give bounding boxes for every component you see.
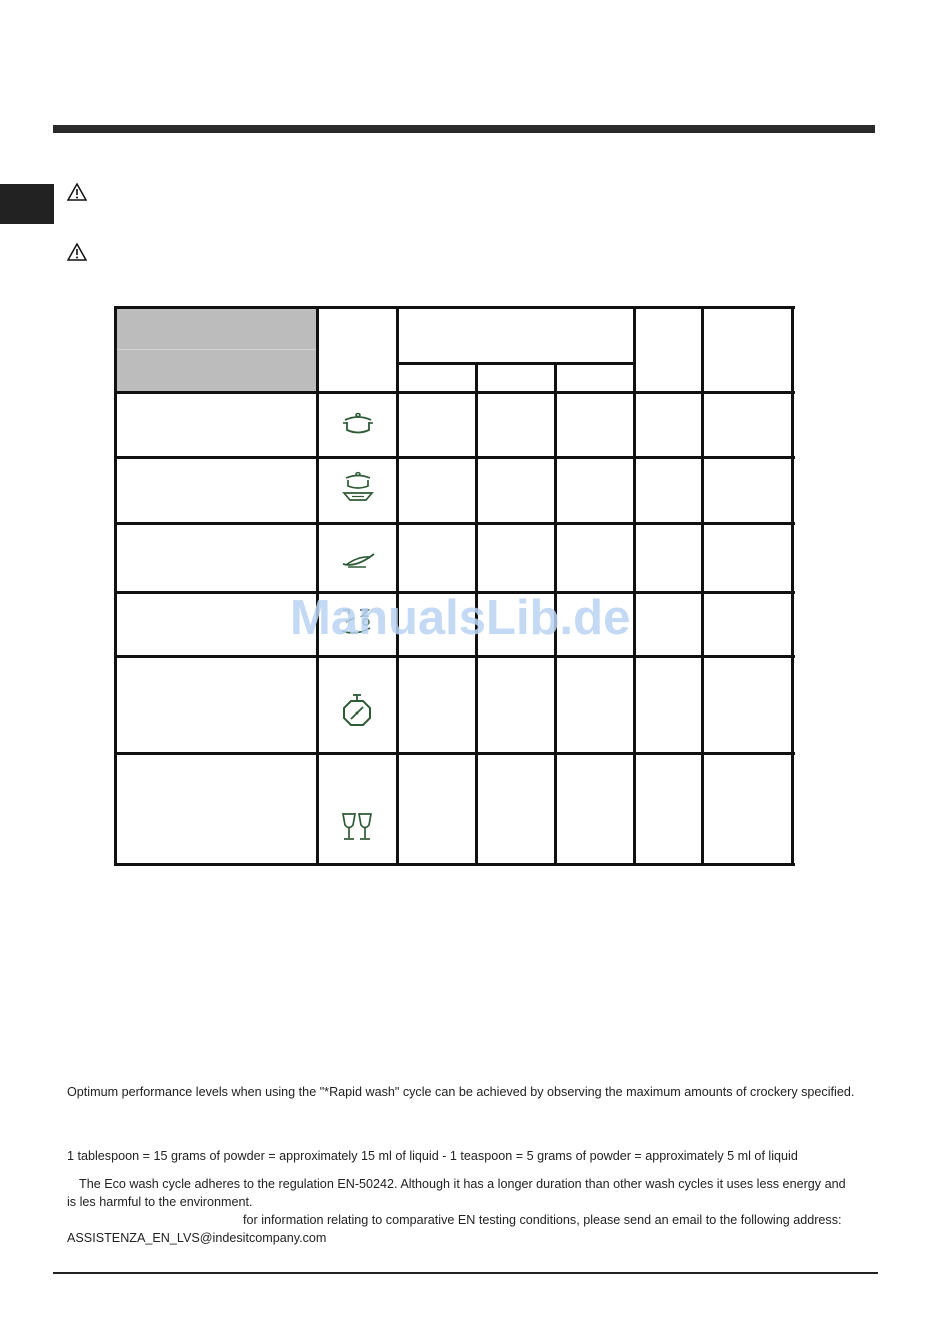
- testing-note: for information relating to comparative EN testing conditions, please send an email to the following address: ASSISTENZA_EN_LVS@indesitcompany.com: [67, 1213, 842, 1245]
- pot-icon: [340, 406, 376, 442]
- warning-triangle-icon: [67, 243, 87, 261]
- table-col-line: [701, 306, 704, 866]
- language-tab: [0, 184, 54, 224]
- table-row-line: [114, 456, 795, 459]
- table-row-line: [114, 391, 795, 394]
- table-col-line: [633, 306, 636, 866]
- table-border-right: [791, 306, 794, 866]
- stopwatch-icon: [339, 694, 375, 730]
- table-header-cell: [117, 309, 316, 392]
- header-divider: [117, 349, 316, 350]
- table-border-left: [114, 306, 117, 866]
- table-col-line: [316, 306, 319, 866]
- plate-icon: [340, 542, 376, 578]
- measures-note: 1 tablespoon = 15 grams of powder = approximately 15 ml of liquid - 1 teaspoon = 5 grams of powder = approximately 5 ml of liquid: [67, 1149, 798, 1163]
- table-col-line: [396, 306, 399, 866]
- table-row-line: [114, 522, 795, 525]
- table-row-line: [114, 655, 795, 658]
- top-rule: [53, 125, 875, 133]
- table-border-bottom: [114, 863, 795, 866]
- wine-glasses-icon: [340, 811, 376, 847]
- table-border-top: [114, 306, 795, 309]
- rapid-wash-note: Optimum performance levels when using the "*Rapid wash" cycle can be achieved by observing the maximum amounts of crockery specified.: [67, 1085, 855, 1099]
- watermark: ManualsLib.de: [290, 591, 631, 645]
- warning-triangle-icon: [67, 183, 87, 201]
- eco-note: The Eco wash cycle adheres to the regulation EN-50242. Although it has a longer duration than other wash cycles it uses less energy and is les harmful to the environment.: [67, 1177, 846, 1209]
- bottom-rule: [53, 1272, 878, 1274]
- table-row-line: [114, 752, 795, 755]
- table-subheader-line: [398, 362, 636, 365]
- pot-and-plate-icon: [340, 470, 376, 506]
